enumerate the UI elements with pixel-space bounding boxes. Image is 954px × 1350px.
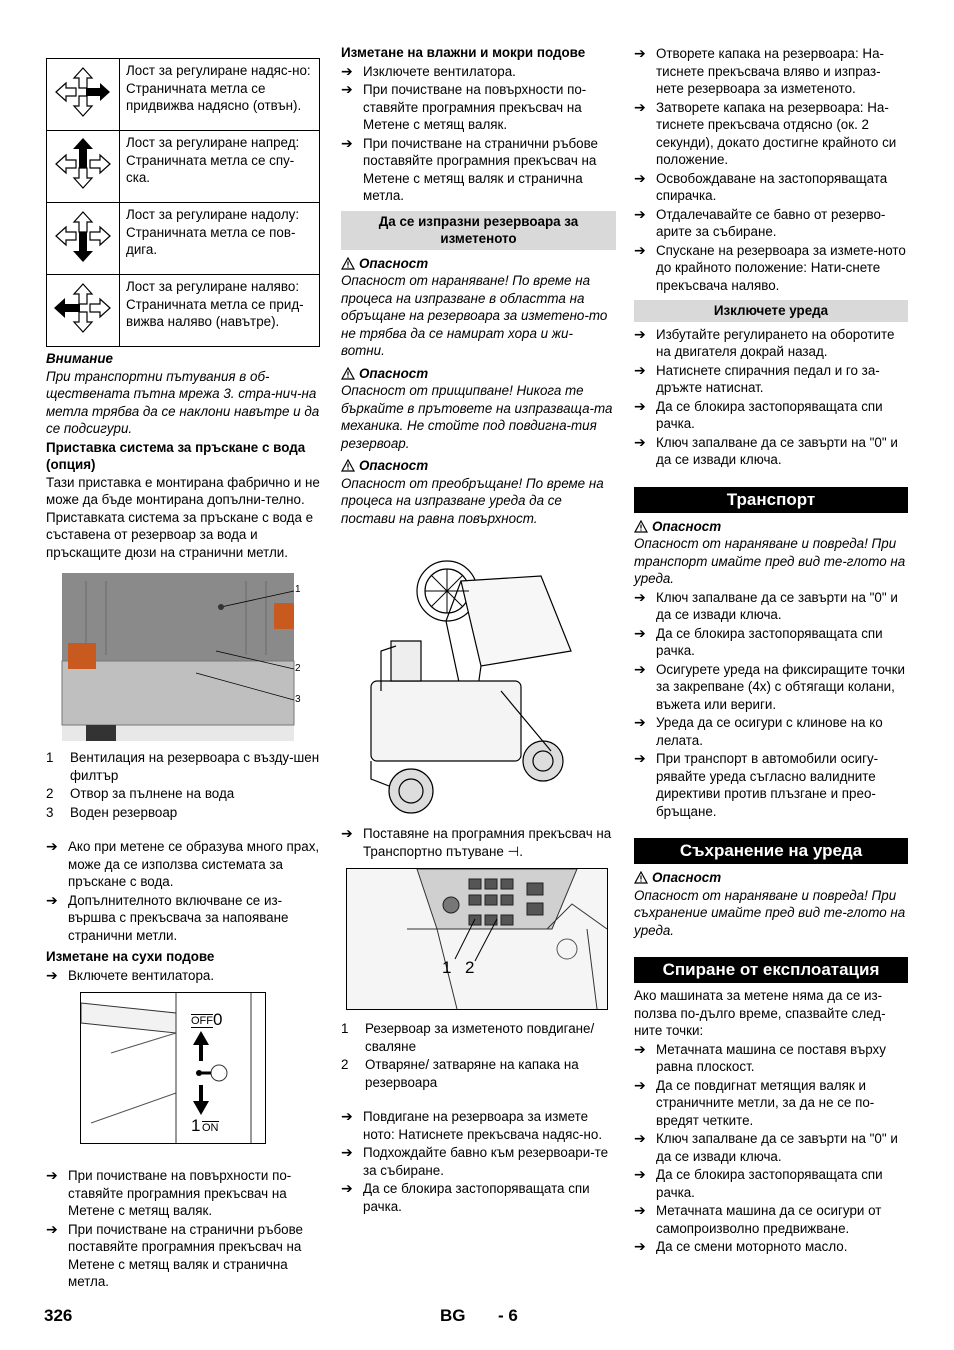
arrow-right-icon: ➔ bbox=[341, 134, 353, 151]
dry-title: Изметане на сухи подове bbox=[46, 949, 215, 964]
step-item: ➔ Метачната машина се поставя върху равна плоскост. bbox=[634, 1040, 886, 1074]
legend-item: 1 Резервоар за изметеното повдигане/ сваляне bbox=[341, 1021, 595, 1054]
step-list bbox=[46, 1167, 320, 1291]
lever-row bbox=[47, 131, 320, 203]
step-item: ➔ Изключете вентилатора. bbox=[341, 62, 516, 79]
step-list bbox=[341, 1108, 616, 1215]
figure-label: 1 bbox=[295, 584, 301, 595]
page-number: 326 bbox=[44, 1306, 73, 1325]
step-item: ➔ Да се смени моторното масло. bbox=[634, 1238, 848, 1254]
arrow-right-icon: ➔ bbox=[341, 1180, 353, 1196]
arrow-right-icon: ➔ bbox=[634, 433, 646, 450]
lever-text: Лост за регулиране надяс-но: Страничната метла се придвижва надясно (отвън). bbox=[120, 59, 320, 131]
arrow-right-icon: ➔ bbox=[46, 891, 58, 908]
figure-label: 2 bbox=[295, 663, 301, 674]
arrow-right-icon: ➔ bbox=[634, 1040, 646, 1057]
water-tank-figure bbox=[46, 573, 320, 741]
warning-icon bbox=[341, 459, 355, 472]
step-item: ➔ Да се блокира застопоряващата спи рачка. bbox=[341, 1180, 590, 1214]
step-item: ➔ Включете вентилатора. bbox=[46, 966, 215, 983]
storage-heading: Съхранение на уреда bbox=[634, 838, 908, 864]
arrow-right-icon: ➔ bbox=[341, 62, 353, 79]
lever-row bbox=[47, 275, 320, 347]
step-item: ➔ Повдигане на резервоара за измете ното: Натиснете прекъсвача надяс-но. bbox=[341, 1108, 603, 1142]
step-item: ➔ При почистване на странични ръбове поставяйте програмния прекъсвач на Метене с метящ валяк и странична метла. bbox=[46, 1220, 304, 1289]
danger-heading: Опасност bbox=[341, 365, 616, 383]
danger-heading: Опасност bbox=[634, 518, 908, 536]
step-item: ➔ Спускане на резервоара за измете-ното до крайното положение: Нати-снете прекъсвача наляво. bbox=[634, 241, 906, 293]
danger-text: Опасност от нараняване! По време на процеса на изпразване в областта на обръщане на резервоара за изметено-то не трябва да се намират хора и жи-вотни. bbox=[341, 273, 608, 358]
warning-icon bbox=[341, 257, 355, 270]
water-tank-illustration bbox=[46, 573, 320, 741]
panel-label: 1 bbox=[442, 958, 452, 977]
shutdown-heading: Спиране от експлоатация bbox=[634, 957, 908, 983]
tank-emptying-figure bbox=[351, 551, 579, 815]
spray-paragraph: Приставката система за пръскане с вода е съставена от резервоар за вода и пръскащите дюзи на странични метли. bbox=[46, 509, 314, 560]
lever-right-icon bbox=[47, 59, 120, 131]
step-item: ➔ Затворете капака на резервоара: На-тиснете прекъсвача отдясно (ок. 2 секунди), докато достигне крайното си положение. bbox=[634, 98, 897, 167]
column-1 bbox=[46, 44, 320, 1292]
sub-page-number: - 6 bbox=[498, 1306, 518, 1325]
shutdown-intro: Ако машината за метене няма да се из-ползва по-дълго време, спазвайте след-ните точки: bbox=[634, 988, 886, 1038]
arrow-right-icon: ➔ bbox=[634, 1166, 646, 1182]
wet-title: Изметане на влажни и мокри подове bbox=[341, 45, 586, 60]
arrow-right-icon: ➔ bbox=[634, 98, 646, 115]
arrow-right-icon: ➔ bbox=[634, 588, 646, 605]
step-item: ➔ При почистване на странични ръбове поставяйте програмния прекъсвач на Метене с метящ валяк и странична метла. bbox=[341, 134, 599, 203]
step-item: ➔ При почистване на повърхности по-ставяйте програмния прекъсвач на Метене с метящ валяк. bbox=[341, 81, 587, 132]
danger-text: Опасност от нараняване и повреда! При съхранение имайте пред вид те-глото на уреда. bbox=[634, 887, 906, 938]
danger-text: Опасност от прищипване! Никога те бъркайте в прътовете на изпразваща-та механика. Не стойте под повдигна-тия резервоар. bbox=[341, 383, 613, 451]
step-item: ➔ Ключ запалване да се завърти на "0" и да се извади ключа. bbox=[634, 433, 898, 467]
control-panel-figure bbox=[346, 868, 608, 1010]
step-item: ➔ Да се блокира застопоряващата спи рачка. bbox=[634, 1166, 883, 1200]
legend bbox=[46, 749, 320, 821]
control-panel-illustration bbox=[347, 869, 607, 1009]
switch-off-heading: Изключете уреда bbox=[634, 300, 908, 322]
lever-row bbox=[47, 203, 320, 275]
step-item: ➔ Да се блокира застопоряващата спи рачка. bbox=[634, 397, 883, 431]
arrow-right-icon: ➔ bbox=[634, 1202, 646, 1218]
arrow-right-icon: ➔ bbox=[634, 660, 646, 677]
arrow-right-icon: ➔ bbox=[46, 1167, 58, 1183]
switch-on-label: ON bbox=[202, 1122, 219, 1134]
arrow-right-icon: ➔ bbox=[634, 205, 646, 222]
attention-title: Внимание bbox=[46, 351, 114, 366]
step-item: ➔ Отдалечавайте се бавно от резерво-арите за събиране. bbox=[634, 205, 886, 239]
step-item: ➔ При транспорт в автомобили осигу-рявайте уреда съгласно валидните директиви против плъзгане и прео-бръщане. bbox=[634, 750, 879, 819]
arrow-right-icon: ➔ bbox=[634, 325, 646, 342]
step-item: ➔ Уреда да се осигури с клинове на ко лелата. bbox=[634, 714, 883, 748]
arrow-right-icon: ➔ bbox=[46, 1220, 58, 1237]
arrow-right-icon: ➔ bbox=[634, 714, 646, 730]
switch-off-label: $\overline{OFF}$ bbox=[191, 1015, 213, 1027]
legend-item: 1 Вентилация на резервоара с възду-шен филтър bbox=[46, 750, 320, 783]
legend bbox=[341, 1020, 616, 1091]
arrow-right-icon: ➔ bbox=[634, 750, 646, 766]
lever-row bbox=[47, 59, 320, 131]
switch-one-label: 1 bbox=[191, 1116, 201, 1135]
lever-table bbox=[46, 58, 320, 347]
column-2 bbox=[341, 44, 616, 1216]
fan-switch-figure bbox=[80, 992, 266, 1144]
legend-item: 3 Воден резервоар bbox=[46, 804, 178, 820]
arrow-right-icon: ➔ bbox=[634, 45, 646, 61]
step-item: ➔ Ключ запалване да се завърти на "0" и да се извади ключа. bbox=[634, 588, 898, 622]
step-item: ➔ Ако при метене се образува много прах, може да се използва системата за пръскане с вода. bbox=[46, 838, 320, 889]
arrow-right-icon: ➔ bbox=[46, 966, 58, 983]
legend-item: 2 Отвор за пълнене на вода bbox=[46, 786, 235, 801]
spray-paragraph: Тази приставка е монтирана фабрично и не може да бъде монтирана допълни-телно. bbox=[46, 474, 320, 507]
arrow-right-icon: ➔ bbox=[634, 1238, 646, 1254]
step-item: ➔ Избутайте регулирането на оборотите на двигателя докрай назад. bbox=[634, 325, 895, 359]
step-item: ➔ Поставяне на програмния прекъсвач на Транспортно пътуване ⊣. bbox=[341, 825, 612, 859]
danger-heading: Опасност bbox=[341, 457, 616, 475]
arrow-right-icon: ➔ bbox=[634, 241, 646, 258]
step-item: ➔ При почистване на повърхности по-ставяйте програмния прекъсвач на Метене с метящ валяк. bbox=[46, 1167, 292, 1218]
arrow-right-icon: ➔ bbox=[341, 1144, 353, 1160]
step-item: ➔ Допълнителното включване се из-вършва с прекъсвача за напояване странични метли. bbox=[46, 891, 289, 943]
arrow-right-icon: ➔ bbox=[634, 169, 646, 186]
attention-text: При транспортни пътувания в об-ществената пътна мрежа 3. стра-нич-на метла трябва да се наклони навътре и да се подсигури. bbox=[46, 368, 320, 436]
danger-heading: Опасност bbox=[341, 255, 616, 273]
warning-icon bbox=[634, 871, 648, 884]
step-item: ➔ Отворете капака на резервоара: На-тиснете прекъсвача вляво и изпраз-нете резервоара за изметеното. bbox=[634, 45, 884, 96]
step-item: ➔ Натиснете спирачния педал и го за-дръжте натиснат. bbox=[634, 361, 880, 395]
arrow-right-icon: ➔ bbox=[341, 81, 353, 97]
arrow-right-icon: ➔ bbox=[341, 825, 353, 841]
step-item: ➔ Подхождайте бавно към резервоари-те за събиране. bbox=[341, 1144, 609, 1178]
transport-heading: Транспорт bbox=[634, 487, 908, 513]
language-code: BG bbox=[440, 1306, 466, 1325]
step-item: ➔ Ключ запалване да се завърти на "0" и да се извади ключа. bbox=[634, 1130, 898, 1164]
step-item: ➔ Осигурете уреда на фиксиращите точки за закрепване (4x) с обтягащи колани, въжета или вериги. bbox=[634, 660, 905, 712]
empty-tank-heading: Да се изпразни резервоара за изметеното bbox=[341, 211, 616, 250]
danger-text: Опасност от нараняване и повреда! При транспорт имайте пред вид те-глото на уреда. bbox=[634, 536, 906, 586]
warning-icon bbox=[341, 367, 355, 380]
transport-mode-icon: ⊣ bbox=[507, 843, 520, 859]
sweeper-tipping-illustration bbox=[351, 551, 579, 815]
danger-heading: Опасност bbox=[634, 869, 908, 887]
step-item: ➔ Метачната машина да се осигури от самопроизволно предвижване. bbox=[634, 1202, 882, 1236]
column-3 bbox=[634, 44, 908, 1257]
arrow-right-icon: ➔ bbox=[634, 361, 646, 378]
lever-text: Лост за регулиране напред: Страничната метла се спу-ска. bbox=[120, 131, 320, 203]
arrow-right-icon: ➔ bbox=[634, 1130, 646, 1146]
arrow-right-icon: ➔ bbox=[46, 838, 58, 854]
arrow-right-icon: ➔ bbox=[634, 397, 646, 414]
arrow-right-icon: ➔ bbox=[634, 624, 646, 641]
lever-up-icon bbox=[47, 131, 120, 203]
spray-title: Приставка система за пръскане с вода (опция) bbox=[46, 439, 306, 472]
step-item: ➔ Да се блокира застопоряващата спи рачка. bbox=[634, 624, 883, 658]
switch-zero-label: 0 bbox=[213, 1010, 223, 1029]
arrow-right-icon: ➔ bbox=[634, 1076, 646, 1093]
fan-switch-illustration bbox=[81, 993, 265, 1143]
lever-text: Лост за регулиране наляво: Страничната метла се прид-вижва наляво (навътре). bbox=[120, 275, 320, 347]
legend-item: 2 Отваряне/ затваряне на капака на резервоара bbox=[341, 1057, 579, 1090]
lever-text: Лост за регулиране надолу: Страничната метла се пов-дига. bbox=[120, 203, 320, 275]
lever-left-icon bbox=[47, 275, 120, 347]
warning-icon bbox=[634, 520, 648, 533]
arrow-right-icon: ➔ bbox=[341, 1108, 353, 1124]
step-item: ➔ Да се повдигнат метящия валяк и страничните метли, за да не се по-вредят четките. bbox=[634, 1076, 875, 1128]
step-list bbox=[46, 838, 320, 944]
lever-down-icon bbox=[47, 203, 120, 275]
figure-label: 3 bbox=[295, 694, 301, 705]
panel-label: 2 bbox=[465, 958, 475, 977]
step-item: ➔ Освобождаване на застопоряващата спирачка. bbox=[634, 169, 888, 203]
danger-text: Опасност от преобръщане! По време на процеса на изпразване уреда да се постави на равна повърхност. bbox=[341, 475, 604, 526]
